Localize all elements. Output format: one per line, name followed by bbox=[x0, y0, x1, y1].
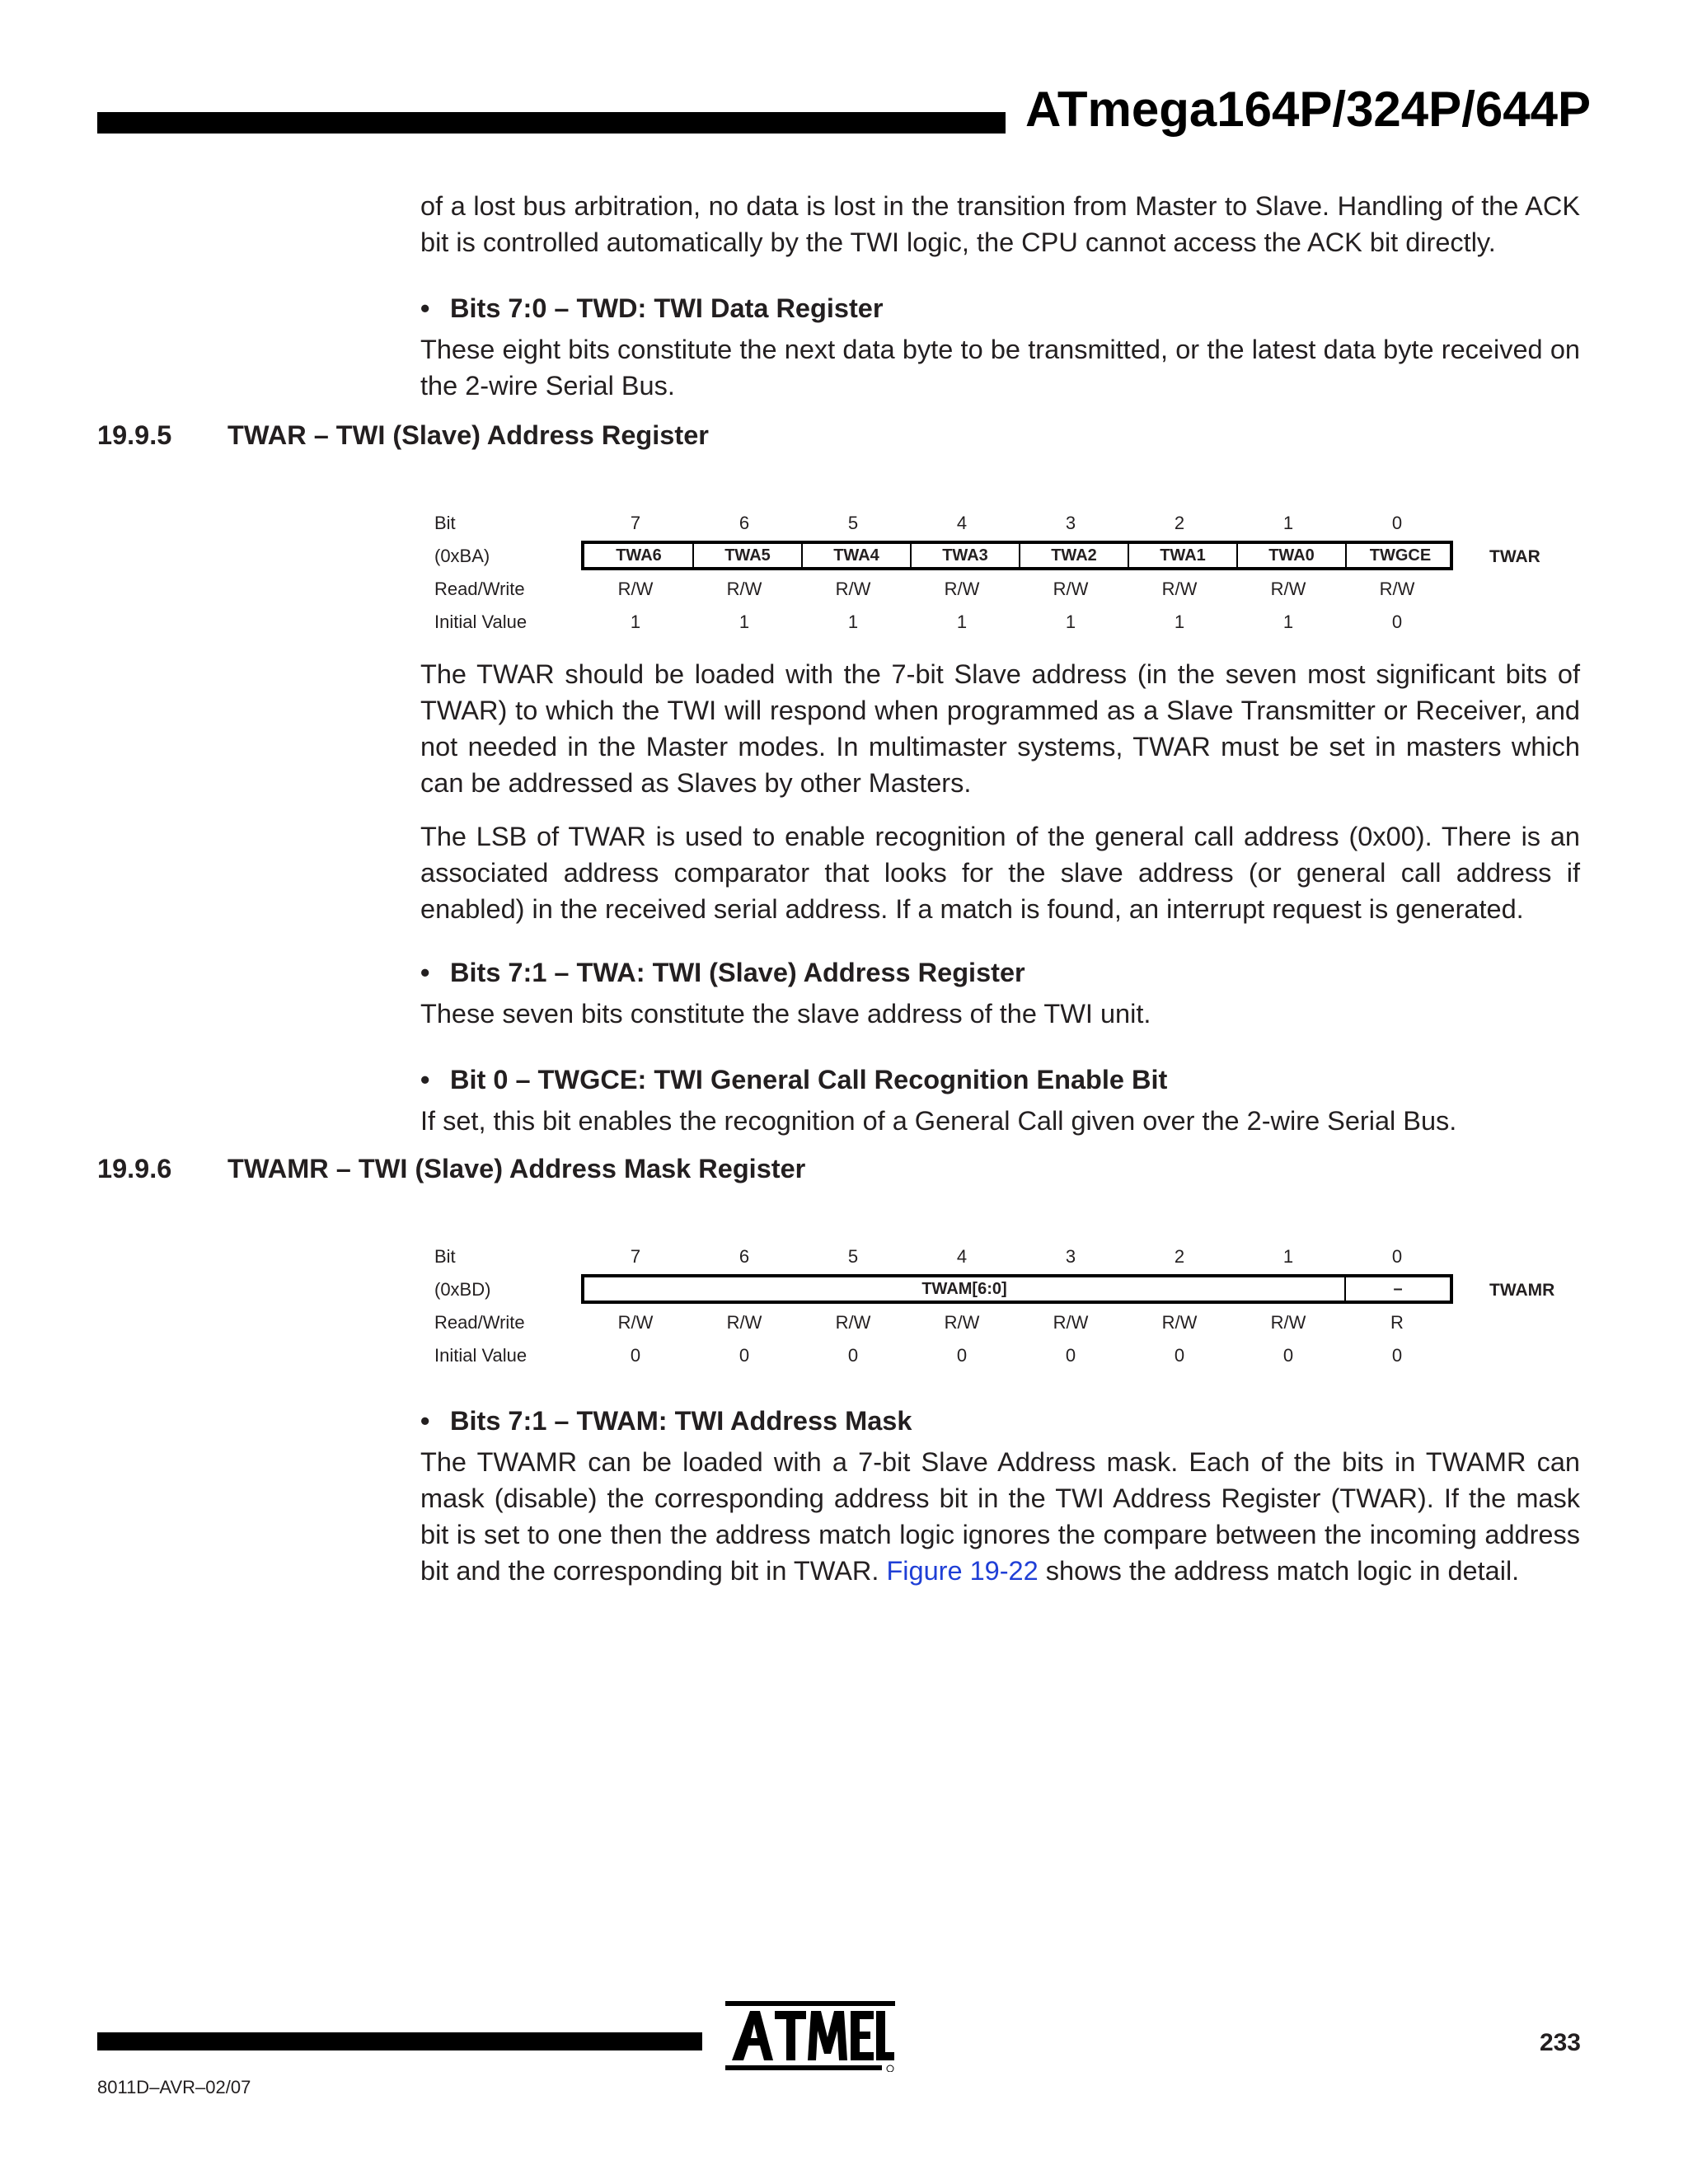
twar-field-box bbox=[581, 541, 1453, 570]
twa-heading-text: Bits 7:1 – TWA: TWI (Slave) Address Register bbox=[450, 958, 1025, 987]
bullet-icon: • bbox=[420, 1065, 430, 1094]
field-divider bbox=[910, 544, 912, 567]
twd-heading bbox=[420, 293, 884, 324]
twam-text-start: The TWAMR can be loaded with a 7-bit Slave Address mask. Each of the bits in TWAMR can mask (disable) the corresponding address bit in the TWI Address Register (TWAR). If the mask bit is set to one then the address match logic ignores the compare between the incoming address bit and the corresponding bit in TWAR. bbox=[420, 1447, 1580, 1586]
twd-paragraph bbox=[420, 331, 1580, 404]
field-divider bbox=[1236, 544, 1238, 567]
field-cell: TWA4 bbox=[833, 546, 879, 565]
twam-heading bbox=[420, 1406, 912, 1436]
field-divider bbox=[1019, 544, 1020, 567]
section-number-twar: 19.9.5 bbox=[97, 420, 172, 450]
field-cell: TWA0 bbox=[1268, 546, 1315, 565]
twam-text bbox=[420, 1444, 1580, 1589]
field-twam: TWAM[6:0] bbox=[921, 1280, 1007, 1298]
initial-cell: 1 bbox=[956, 612, 968, 632]
twam-paragraph bbox=[420, 1444, 1580, 1589]
footer-rule bbox=[97, 2032, 702, 2050]
field-cell: TWA2 bbox=[1051, 546, 1097, 565]
twar-description bbox=[420, 656, 1580, 927]
initial-cell: 1 bbox=[630, 612, 641, 632]
atmel-logo bbox=[725, 2001, 895, 2072]
twd-heading-text: Bits 7:0 – TWD: TWI Data Register bbox=[450, 293, 884, 323]
rw-cell: R/W bbox=[1270, 579, 1306, 599]
rw-cell: R bbox=[1390, 1312, 1404, 1333]
initial-cell: 0 bbox=[738, 1345, 750, 1366]
rw-cell: R/W bbox=[1161, 579, 1198, 599]
figure-link[interactable]: Figure 19-22 bbox=[886, 1556, 1039, 1586]
twa-heading bbox=[420, 958, 1025, 988]
row-label-initial-value: Initial Value bbox=[434, 1345, 528, 1366]
initial-cell: 0 bbox=[1065, 1345, 1076, 1366]
rw-cell: R/W bbox=[835, 1312, 871, 1333]
initial-cell: 0 bbox=[1282, 1345, 1294, 1366]
bits-cell: 5 bbox=[847, 513, 859, 533]
twgce-heading bbox=[420, 1065, 1167, 1095]
field-divider bbox=[692, 544, 694, 567]
rw-cell: R/W bbox=[1379, 579, 1415, 599]
bits-cell: 1 bbox=[1282, 1246, 1294, 1267]
initial-cell: 0 bbox=[847, 1345, 859, 1366]
initial-cell: 1 bbox=[847, 612, 859, 632]
initial-cell: 1 bbox=[1282, 612, 1294, 632]
bits-cell: 2 bbox=[1174, 1246, 1185, 1267]
field-divider bbox=[1128, 544, 1129, 567]
field-cell: TWA1 bbox=[1160, 546, 1206, 565]
row-label-bit: Bit bbox=[434, 1246, 456, 1267]
bullet-icon: • bbox=[420, 958, 430, 987]
field-divider bbox=[1345, 544, 1347, 567]
row-label-address: (0xBA) bbox=[434, 546, 490, 566]
bits-cell: 0 bbox=[1391, 513, 1403, 533]
intro-text: of a lost bus arbitration, no data is lost in the transition from Master to Slave. Handling of the ACK bit is controlled automatically by the TWI logic, the CPU cannot access the ACK bit directly. bbox=[420, 191, 1580, 257]
twgce-heading-text: Bit 0 – TWGCE: TWI General Call Recognition Enable Bit bbox=[450, 1065, 1168, 1094]
document-title: ATmega164P/324P/644P bbox=[1025, 82, 1591, 137]
initial-cell: 0 bbox=[1391, 1345, 1403, 1366]
bits-cell: 6 bbox=[738, 1246, 750, 1267]
bits-cell: 4 bbox=[956, 1246, 968, 1267]
bullet-icon: • bbox=[420, 1406, 430, 1436]
section-number-twamr: 19.9.6 bbox=[97, 1154, 172, 1183]
bits-cell: 4 bbox=[956, 513, 968, 533]
intro-paragraph bbox=[420, 188, 1580, 260]
twd-text: These eight bits constitute the next data byte to be transmitted, or the latest data byte received on the 2-wire Serial Bus. bbox=[420, 335, 1580, 401]
field-cell: TWGCE bbox=[1369, 546, 1432, 565]
initial-cell: 0 bbox=[1174, 1345, 1185, 1366]
section-title-twar: TWAR – TWI (Slave) Address Register bbox=[227, 420, 709, 450]
bits-cell: 5 bbox=[847, 1246, 859, 1267]
bits-cell: 6 bbox=[738, 513, 750, 533]
twgce-text: If set, this bit enables the recognition of a General Call given over the 2-wire Serial Bus. bbox=[420, 1106, 1457, 1136]
rw-cell: R/W bbox=[1053, 579, 1089, 599]
initial-cell: 1 bbox=[1174, 612, 1185, 632]
twamr-field-box bbox=[581, 1274, 1453, 1304]
rw-cell: R/W bbox=[617, 579, 654, 599]
bits-cell: 1 bbox=[1282, 513, 1294, 533]
initial-cell: 1 bbox=[1065, 612, 1076, 632]
initial-cell: 0 bbox=[1391, 612, 1403, 632]
row-label-initial-value: Initial Value bbox=[434, 612, 528, 632]
rw-cell: R/W bbox=[944, 579, 980, 599]
twar-paragraph-2: The LSB of TWAR is used to enable recognition of the general call address (0x00). There is an associated address comparator that looks for the slave address (or general call address if enabled) in the received serial address. If a match is found, an interrupt request is generated. bbox=[420, 822, 1580, 924]
rw-cell: R/W bbox=[1270, 1312, 1306, 1333]
field-cell: TWA5 bbox=[724, 546, 771, 565]
rw-cell: R/W bbox=[726, 1312, 762, 1333]
field-reserved: – bbox=[1393, 1280, 1403, 1298]
bits-cell: 7 bbox=[630, 1246, 641, 1267]
bullet-icon: • bbox=[420, 293, 430, 323]
field-cell: TWA6 bbox=[616, 546, 662, 565]
twar-paragraph-1: The TWAR should be loaded with the 7-bit Slave address (in the seven most significant bits of TWAR) to which the TWI will respond when programmed as a Slave Transmitter or Receiver, and not needed in the Master modes. In multimaster systems, TWAR must be set in masters which can be addressed as Slaves by other Masters. bbox=[420, 659, 1580, 798]
row-label-read-write: Read/Write bbox=[434, 1312, 525, 1333]
twam-text-end: shows the address match logic in detail. bbox=[1038, 1556, 1520, 1586]
header-rule bbox=[97, 112, 1006, 134]
page-number: 233 bbox=[1539, 2029, 1581, 2056]
register-name: TWAMR bbox=[1489, 1281, 1555, 1300]
bits-cell: 3 bbox=[1065, 1246, 1076, 1267]
bits-cell: 7 bbox=[630, 513, 641, 533]
row-label-read-write: Read/Write bbox=[434, 579, 525, 599]
initial-cell: 0 bbox=[956, 1345, 968, 1366]
rw-cell: R/W bbox=[1161, 1312, 1198, 1333]
initial-cell: 1 bbox=[738, 612, 750, 632]
section-title-twamr: TWAMR – TWI (Slave) Address Mask Register bbox=[227, 1154, 806, 1183]
field-cell: TWA3 bbox=[942, 546, 988, 565]
rw-cell: R/W bbox=[726, 579, 762, 599]
document-code: 8011D–AVR–02/07 bbox=[97, 2077, 251, 2097]
field-divider bbox=[801, 544, 803, 567]
bits-cell: 2 bbox=[1174, 513, 1185, 533]
initial-cell: 0 bbox=[630, 1345, 641, 1366]
register-name: TWAR bbox=[1489, 547, 1540, 566]
twgce-paragraph bbox=[420, 1103, 1580, 1139]
row-label-bit: Bit bbox=[434, 513, 456, 533]
row-label-address: (0xBD) bbox=[434, 1279, 491, 1300]
rw-cell: R/W bbox=[1053, 1312, 1089, 1333]
twa-text: These seven bits constitute the slave address of the TWI unit. bbox=[420, 999, 1151, 1029]
rw-cell: R/W bbox=[944, 1312, 980, 1333]
rw-cell: R/W bbox=[835, 579, 871, 599]
rw-cell: R/W bbox=[617, 1312, 654, 1333]
twa-paragraph bbox=[420, 996, 1580, 1032]
twam-heading-text: Bits 7:1 – TWAM: TWI Address Mask bbox=[450, 1406, 912, 1436]
bits-cell: 3 bbox=[1065, 513, 1076, 533]
bits-cell: 0 bbox=[1391, 1246, 1403, 1267]
